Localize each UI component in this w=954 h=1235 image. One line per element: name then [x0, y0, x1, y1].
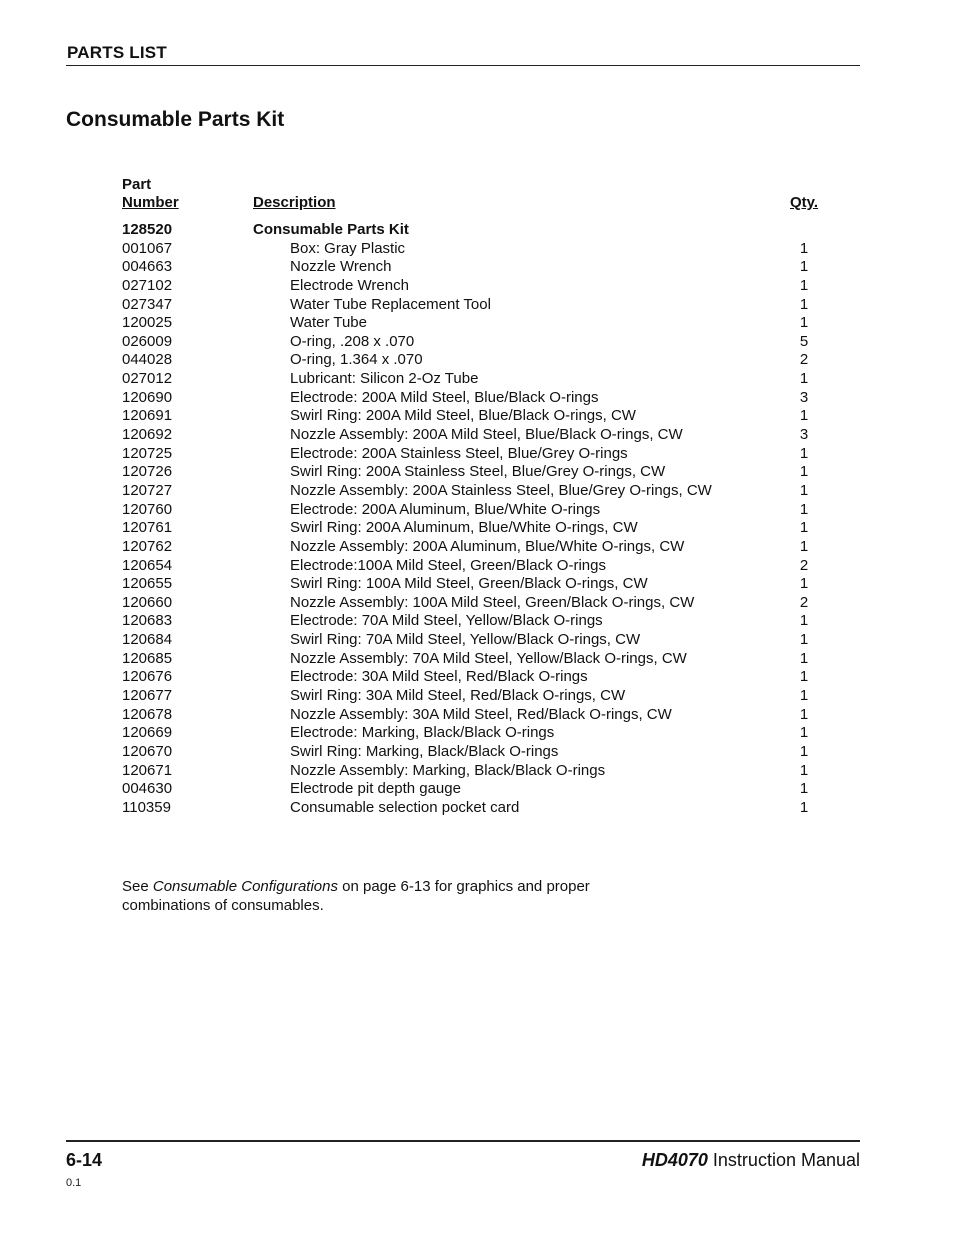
part-description: Water Tube: [290, 314, 367, 332]
part-description: Nozzle Assembly: 200A Mild Steel, Blue/Black O-rings, CW: [290, 426, 683, 444]
part-description: Electrode: 200A Mild Steel, Blue/Black O-rings: [290, 388, 599, 406]
part-description: Lubricant: Silicon 2-Oz Tube: [290, 370, 479, 388]
table-row: [0, 445, 954, 464]
table-row: [0, 557, 954, 576]
column-header-qty: Qty.: [790, 194, 819, 211]
part-number: 026009: [122, 332, 173, 350]
part-description: Swirl Ring: 200A Aluminum, Blue/White O-rings, CW: [290, 519, 638, 537]
part-qty: 1: [799, 481, 809, 499]
parts-table: [0, 221, 954, 818]
table-row: [0, 501, 954, 520]
table-row: [0, 594, 954, 613]
part-number: 120676: [122, 668, 173, 686]
table-row: [0, 762, 954, 781]
table-row: [0, 240, 954, 259]
part-number: 027347: [122, 295, 173, 313]
table-row: [0, 799, 954, 818]
part-number: 120654: [122, 556, 173, 574]
part-description: Electrode Wrench: [290, 276, 409, 294]
part-number: 004630: [122, 780, 173, 798]
part-qty: 5: [799, 332, 809, 350]
part-number: 120671: [122, 761, 173, 779]
column-header-number: Number: [122, 194, 179, 211]
part-number: 120727: [122, 481, 173, 499]
part-qty: 1: [799, 668, 809, 686]
note-prefix: See: [122, 878, 153, 895]
part-qty: 1: [799, 724, 809, 742]
part-qty: 1: [799, 742, 809, 760]
part-number: 120725: [122, 444, 173, 462]
part-qty: 1: [799, 798, 809, 816]
page-title: Consumable Parts Kit: [66, 108, 285, 131]
part-description: O-ring, .208 x .070: [290, 332, 415, 350]
table-row: [0, 426, 954, 445]
part-qty: 1: [799, 276, 809, 294]
column-header-part: Part: [122, 176, 152, 193]
part-qty: 1: [799, 649, 809, 667]
table-row: [0, 482, 954, 501]
kit-part-number: 128520: [122, 221, 173, 238]
part-description: Consumable selection pocket card: [290, 798, 520, 816]
part-qty: 1: [799, 705, 809, 723]
footer-rule: [66, 1140, 860, 1142]
table-row: [0, 351, 954, 370]
part-qty: 1: [799, 537, 809, 555]
part-description: Electrode: 30A Mild Steel, Red/Black O-rings: [290, 668, 588, 686]
part-description: Electrode: 200A Aluminum, Blue/White O-rings: [290, 500, 601, 518]
section-header: PARTS LIST: [67, 43, 167, 62]
part-description: Electrode:100A Mild Steel, Green/Black O-rings: [290, 556, 606, 574]
kit-description: Consumable Parts Kit: [253, 221, 409, 238]
part-qty: 1: [799, 370, 809, 388]
table-row: [0, 575, 954, 594]
part-qty: 1: [799, 500, 809, 518]
table-row: [0, 780, 954, 799]
part-description: Swirl Ring: 30A Mild Steel, Red/Black O-rings, CW: [290, 687, 626, 705]
table-row: [0, 277, 954, 296]
table-row: [0, 724, 954, 743]
part-description: Swirl Ring: 100A Mild Steel, Green/Black O-rings, CW: [290, 575, 648, 593]
part-description: Box: Gray Plastic: [290, 239, 406, 257]
part-qty: 2: [799, 593, 809, 611]
table-row: [0, 463, 954, 482]
part-number: 001067: [122, 239, 173, 257]
part-description: Water Tube Replacement Tool: [290, 295, 491, 313]
table-row: [0, 612, 954, 631]
table-row: [0, 258, 954, 277]
part-number: 120762: [122, 537, 173, 555]
part-number: 120684: [122, 631, 173, 649]
table-row: [0, 668, 954, 687]
table-row: [0, 389, 954, 408]
part-description: Nozzle Wrench: [290, 258, 392, 276]
column-header-description: Description: [253, 194, 336, 211]
part-description: Nozzle Assembly: 70A Mild Steel, Yellow/Black O-rings, CW: [290, 649, 687, 667]
part-number: 120691: [122, 407, 173, 425]
part-qty: 1: [799, 444, 809, 462]
page-number: 6-14: [66, 1150, 103, 1170]
part-qty: 1: [799, 575, 809, 593]
part-qty: 3: [799, 388, 809, 406]
part-number: 004663: [122, 258, 173, 276]
part-number: 120692: [122, 426, 173, 444]
header-rule: [66, 65, 860, 66]
note-suffix: on page 6-13 for graphics and proper combinations of consumables.: [122, 878, 590, 914]
part-number: 120670: [122, 742, 173, 760]
part-description: Swirl Ring: 200A Mild Steel, Blue/Black O-rings, CW: [290, 407, 636, 425]
revision: 0.1: [66, 1177, 82, 1189]
part-number: 027012: [122, 370, 173, 388]
manual-title: [642, 1150, 860, 1171]
part-qty: 1: [799, 761, 809, 779]
part-description: Swirl Ring: 70A Mild Steel, Yellow/Black O-rings, CW: [290, 631, 641, 649]
part-number: 120660: [122, 593, 173, 611]
table-row: [0, 314, 954, 333]
part-description: Swirl Ring: Marking, Black/Black O-rings: [290, 742, 559, 760]
part-number: 027102: [122, 276, 173, 294]
part-description: Electrode: 70A Mild Steel, Yellow/Black O-rings: [290, 612, 603, 630]
part-qty: 1: [799, 295, 809, 313]
reference-note: [122, 877, 642, 915]
part-qty: 1: [799, 687, 809, 705]
note-link-text: Consumable Configurations: [152, 878, 338, 895]
part-description: Nozzle Assembly: 100A Mild Steel, Green/Black O-rings, CW: [290, 593, 695, 611]
part-description: Nozzle Assembly: 30A Mild Steel, Red/Black O-rings, CW: [290, 705, 672, 723]
part-number: 044028: [122, 351, 173, 369]
table-row: [0, 519, 954, 538]
part-number: 120025: [122, 314, 173, 332]
part-qty: 1: [799, 239, 809, 257]
table-row: [0, 407, 954, 426]
part-description: O-ring, 1.364 x .070: [290, 351, 423, 369]
table-row: [0, 370, 954, 389]
part-number: 120678: [122, 705, 173, 723]
model-name: HD4070: [641, 1150, 708, 1170]
part-description: Nozzle Assembly: Marking, Black/Black O-rings: [290, 761, 606, 779]
part-description: Electrode: 200A Stainless Steel, Blue/Grey O-rings: [290, 444, 628, 462]
part-number: 110359: [122, 798, 171, 816]
part-number: 120760: [122, 500, 173, 518]
table-row: [0, 687, 954, 706]
part-number: 120690: [122, 388, 173, 406]
table-row: [0, 706, 954, 725]
manual-suffix: Instruction Manual: [707, 1150, 860, 1170]
table-row: [0, 631, 954, 650]
part-qty: 1: [799, 612, 809, 630]
part-description: Electrode: Marking, Black/Black O-rings: [290, 724, 555, 742]
part-qty: 2: [799, 351, 809, 369]
part-qty: 1: [799, 407, 809, 425]
table-row: [0, 538, 954, 557]
kit-row: [0, 221, 954, 240]
part-description: Swirl Ring: 200A Stainless Steel, Blue/Grey O-rings, CW: [290, 463, 666, 481]
table-row: [0, 743, 954, 762]
part-description: Nozzle Assembly: 200A Aluminum, Blue/White O-rings, CW: [290, 537, 685, 555]
part-number: 120655: [122, 575, 173, 593]
table-row: [0, 650, 954, 669]
part-number: 120677: [122, 687, 173, 705]
part-qty: 1: [799, 463, 809, 481]
part-qty: 1: [799, 314, 809, 332]
part-qty: 1: [799, 631, 809, 649]
part-qty: 2: [799, 556, 809, 574]
part-number: 120685: [122, 649, 173, 667]
part-qty: 1: [799, 780, 809, 798]
table-row: [0, 296, 954, 315]
part-number: 120669: [122, 724, 173, 742]
part-number: 120726: [122, 463, 173, 481]
part-number: 120683: [122, 612, 173, 630]
part-number: 120761: [122, 519, 173, 537]
part-qty: 1: [799, 519, 809, 537]
part-description: Nozzle Assembly: 200A Stainless Steel, Blue/Grey O-rings, CW: [290, 481, 712, 499]
part-qty: 1: [799, 258, 809, 276]
part-qty: 3: [799, 426, 809, 444]
part-description: Electrode pit depth gauge: [290, 780, 461, 798]
table-row: [0, 333, 954, 352]
